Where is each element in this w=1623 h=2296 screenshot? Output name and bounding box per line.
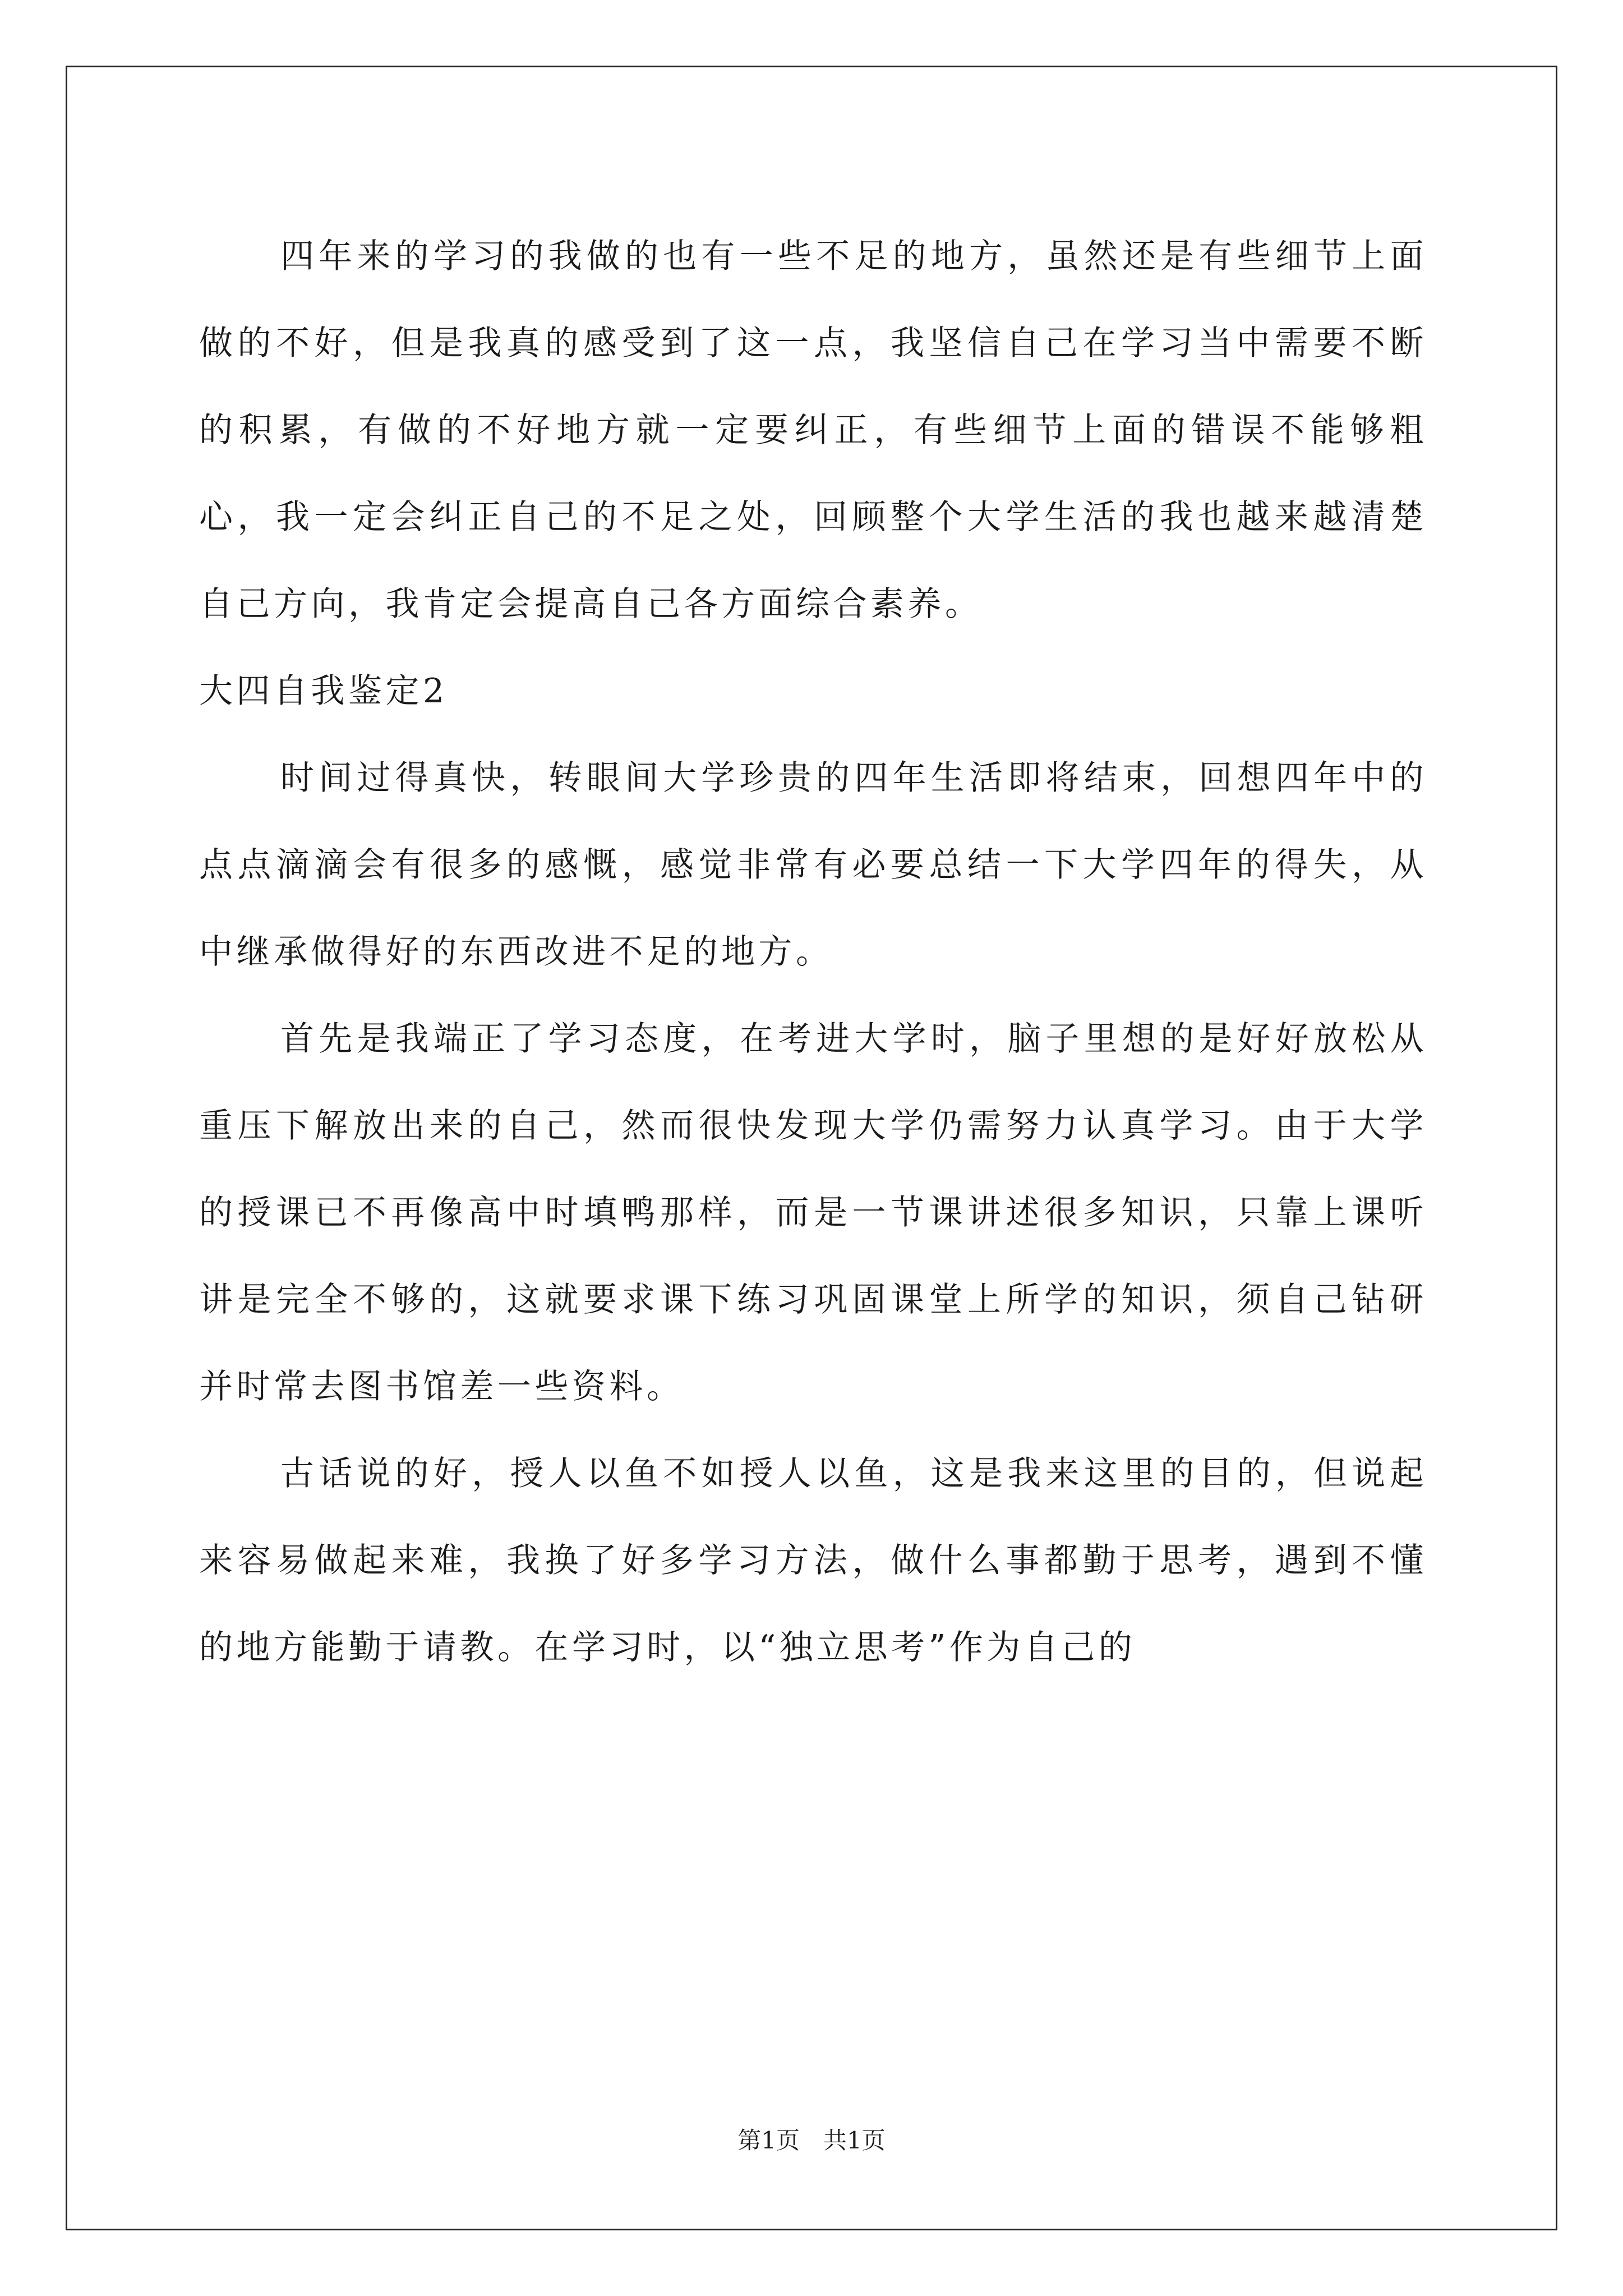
- section-heading: 大四自我鉴定2: [199, 671, 448, 711]
- document-body: [199, 213, 1427, 1691]
- paragraph-2: 时间过得真快，转眼间大学珍贵的四年生活即将结束，回想四年中的点点滴滴会有很多的感慨，感觉非常有必要总结一下大学四年的得失，从中继承做得好的东西改进不足的地方。: [199, 758, 1427, 972]
- paragraph-3: 首先是我端正了学习态度，在考进大学时，脑子里想的是好好放松从重压下解放出来的自己，然而很快发现大学仍需努力认真学习。由于大学的授课已不再像高中时填鸭那样，而是一节课讲述很多知识，只靠上课听讲是完全不够的，这就要求课下练习巩固课堂上所学的知识，须自己钻研并时常去图书馆差一些资料。: [199, 1019, 1427, 1406]
- paragraph-1: 四年来的学习的我做的也有一些不足的地方，虽然还是有些细节上面做的不好，但是我真的感受到了这一点，我坚信自己在学习当中需要不断的积累，有做的不好地方就一定要纠正，有些细节上面的错误不能够粗心，我一定会纠正自己的不足之处，回顾整个大学生活的我也越来越清楚自己方向，我肯定会提高自己各方面综合素养。: [199, 237, 1427, 624]
- paragraph-4: 古话说的好，授人以鱼不如授人以鱼，这是我来这里的目的，但说起来容易做起来难，我换了好多学习方法，做什么事都勤于思考，遇到不懂的地方能勤于请教。在学习时，以“独立思考”作为自己的: [199, 1454, 1427, 1667]
- page-footer: 第1页 共1页: [737, 2127, 886, 2154]
